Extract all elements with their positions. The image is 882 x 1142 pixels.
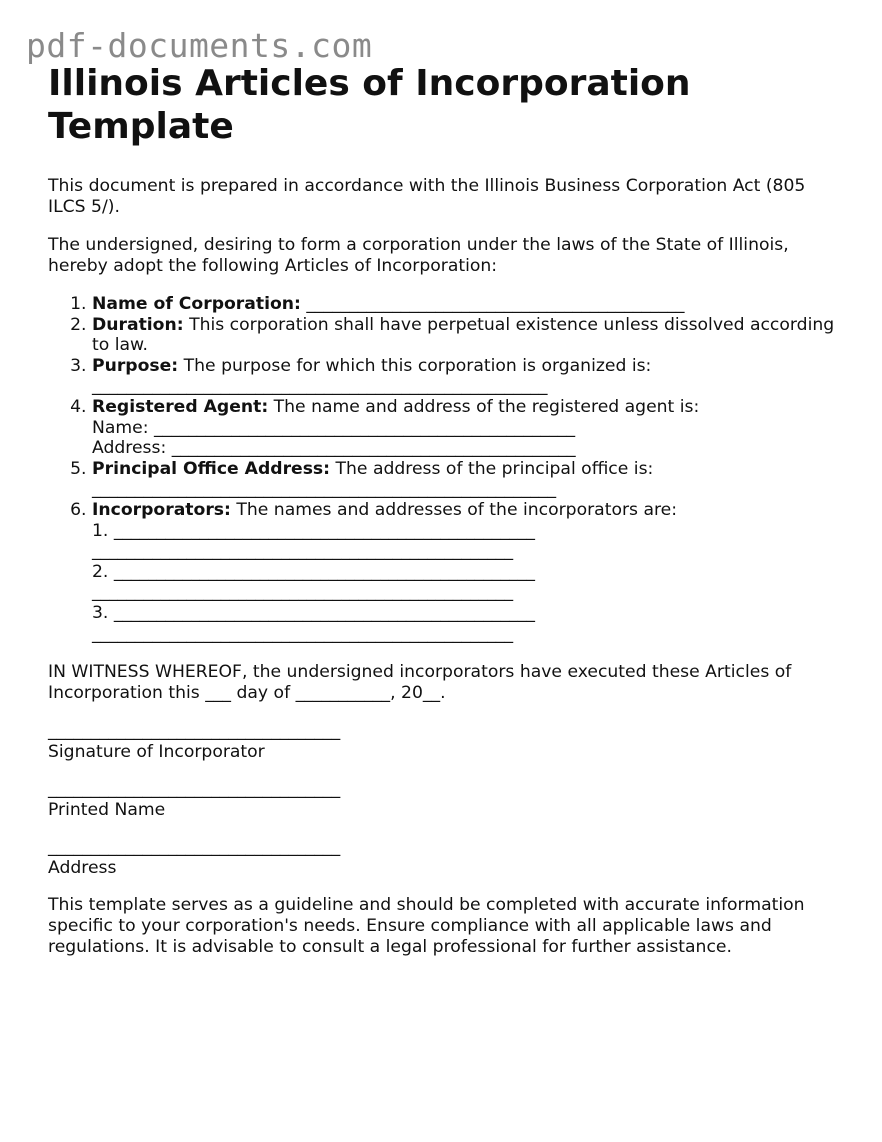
article-duration-label: Duration: [92,314,184,335]
article-purpose [92,356,848,397]
article-purpose-blank: _____________________________________________________ [92,376,548,397]
intro-paragraph: This document is prepared in accordance with the Illinois Business Corporation Act (805 ILCS 5/). [48,176,806,217]
printed-name-label: Printed Name [48,800,166,821]
signature-incorporator [48,721,848,763]
article-incorporators-text: The names and addresses of the incorporators are: [230,499,678,520]
article-registered-agent [92,397,848,459]
article-incorporators-label: Incorporators: [92,499,231,520]
incorporator-2-line-2: _________________________________________________ [92,582,514,603]
address-label: Address [48,858,117,879]
page-title [48,62,848,148]
article-name [92,294,848,315]
incorporator-1-line-2: _________________________________________________ [92,541,514,562]
preamble-paragraph: The undersigned, desiring to form a corporation under the laws of the State of Illinois, hereby adopt the following Articles of Incorporation: [48,235,789,276]
article-office-text: The address of the principal office is: [330,458,654,479]
document-page [48,62,848,975]
article-agent-label: Registered Agent: [92,396,269,417]
article-name-blank: ____________________________________________ [300,294,685,314]
article-principal-office [92,459,848,500]
articles-list [48,294,848,644]
signature-printed-name [48,779,848,821]
article-duration [92,315,848,356]
incorporator-1-line-1: 1. _________________________________________________ [92,520,535,541]
agent-address-line: Address: _______________________________________________ [92,438,576,459]
address-rule: __________________________________ [48,837,341,858]
title-line-2: Template [48,106,234,147]
incorporator-3-line-1: 3. _________________________________________________ [92,602,535,623]
watermark: pdf-documents.com [26,26,373,65]
signature-address [48,837,848,879]
article-incorporators [92,500,848,644]
title-line-1: Illinois Articles of Incorporation [48,63,691,104]
signature-block [48,721,848,879]
article-office-blank: ______________________________________________________ [92,479,557,500]
witness-paragraph: IN WITNESS WHEREOF, the undersigned incorporators have executed these Articles of Incorporation this ___ day of ___________, 20__. [48,662,792,704]
article-purpose-label: Purpose: [92,355,179,376]
article-office-label: Principal Office Address: [92,458,331,479]
article-duration-text: This corporation shall have perpetual existence unless dissolved according to law. [92,314,835,356]
article-name-label: Name of Corporation: [92,294,301,314]
article-agent-text: The name and address of the registered agent is: [268,396,700,417]
signature-rule: __________________________________ [48,721,341,742]
closing-paragraph: This template serves as a guideline and should be completed with accurate information specific to your corporation's needs. Ensure compliance with all applicable laws and regulations. It is advisable to consult a legal professional for further assistance. [48,895,805,958]
signature-label: Signature of Incorporator [48,742,265,763]
incorporator-2-line-1: 2. _________________________________________________ [92,561,535,582]
printed-name-rule: __________________________________ [48,779,341,800]
agent-name-line: Name: _________________________________________________ [92,417,576,438]
incorporator-3-line-2: _________________________________________________ [92,623,514,644]
article-purpose-text: The purpose for which this corporation is organized is: [178,355,652,376]
